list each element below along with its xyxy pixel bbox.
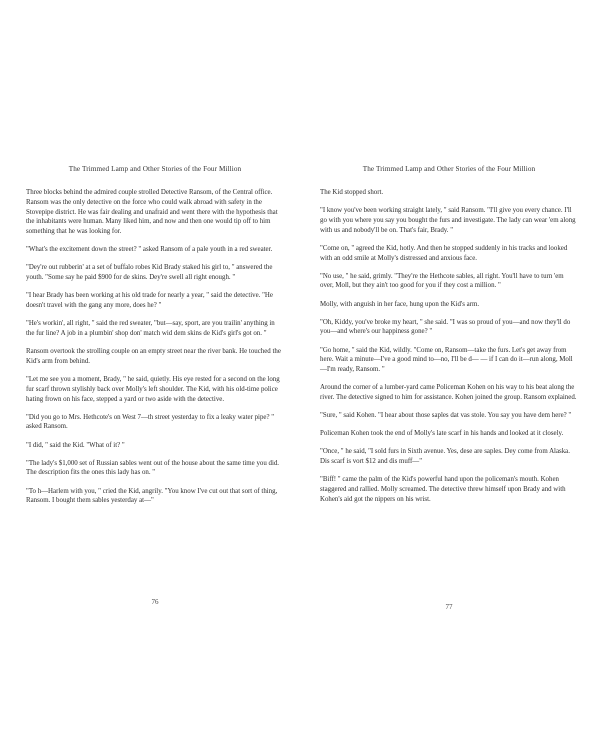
running-head: The Trimmed Lamp and Other Stories of the Four Million [362, 165, 536, 173]
paragraph: "Come on, " agreed the Kid, hotly. And then he stopped suddenly in his tracks and looked with an odd smile at Molly's distressed and anxious face. [320, 244, 568, 262]
paragraph: "Let me see you a moment, Brady, " he said, quietly. His eye rested for a second on the long fur scarf thrown stylishly back over Molly's left shoulder. The Kid, with his old-time police hating frown on his face, stepped a yard or two aside with the detective. [26, 375, 280, 403]
paragraph: Ransom overtook the strolling couple on an empty street near the river bank. He touched the Kid's arm from behind. [26, 348, 281, 365]
paragraph: "Biff! " came the palm of the Kid's powerful hand upon the policeman's mouth. Kohen staggered and rallied. Molly screamed. The detective threw himself upon Brady and with Kohen's aid got the nippers on his wrist. [320, 476, 566, 503]
paragraph: Around the corner of a lumber-yard came Policeman Kohen on his way to his beat along the river. The detective signed to him for assistance. Kohen joined the group. Ransom explained. [320, 384, 577, 402]
paragraph: "Did you go to Mrs. Hethcote's on West 7—th street yesterday to fix a leaky water pipe? " asked Ransom. [26, 413, 275, 431]
paragraph: "What's the excitement down the street? " asked Ransom of a pale youth in a red sweater. [26, 246, 273, 254]
paragraph: "I hear Brady has been working at his old trade for nearly a year, " said the detective. "He doesn't travel with the gang any more, does he? " [26, 292, 273, 310]
paragraph: "I did, " said the Kid. "What of it? " [26, 441, 125, 449]
body-text [26, 188, 284, 514]
page-number: 77 [445, 603, 453, 611]
paragraph: "Dey're out rubberin' at a set of buffalo robes Kid Brady staked his girl to, " answered the youth. "Some say he paid $900 for de skins. Dey're swell all right enough. " [26, 264, 273, 282]
paragraph: The Kid stopped short. [320, 189, 384, 196]
paragraph: Molly, with anguish in her face, hung upon the Kid's arm. [320, 300, 480, 308]
paragraph: "I know you've been working straight lately, " said Ransom. "I'll give you every chance. I'll go with you where you say you bought the furs and investigate. The lady can wear 'em along with us and nobody'll be on. That's fair, Brady. " [320, 207, 576, 234]
paragraph: "Sure, " said Kohen. "I hear about those saples dat vas stole. You say you have dem here? " [320, 412, 572, 420]
right-page [320, 0, 578, 750]
paragraph: "To h—Harlem with you, " cried the Kid, angrily. "You know I've cut out that sort of thing, Ransom. I bought them sables yesterday at—" [26, 487, 278, 505]
left-page [26, 0, 284, 750]
paragraph: "No use, " he said, grimly. "They're the Hethcote sables, all right. You'll have to turn 'em over, Moll, but they ain't too good for you if they cost a million. " [320, 272, 564, 290]
paragraph: Policeman Kohen took the end of Molly's late scarf in his hands and looked at it closely. [320, 430, 564, 438]
paragraph: "Go home, " said the Kid, wildly. "Come on, Ransom—take the furs. Let's get away from here. Wait a minute—I've a good mind to—no, I'll be d— — if I can do it—run along, Moll—I'm ready, Ransom. " [320, 346, 573, 374]
paragraph: "Once, " he said, "I sold furs in Sixth avenue. Yes, dese are saples. Dey come from Alaska. Dis scarf is vort $12 and dis muff—" [320, 448, 570, 466]
page-number: 76 [151, 598, 159, 606]
paragraph: "The lady's $1,000 set of Russian sables went out of the house about the same time you did. The description fits the ones this lady has on. " [26, 459, 280, 477]
paragraph: "Oh, Kiddy, you've broke my heart, " she said. "I was so proud of you—and now they'll do you—and where's our happiness gone? " [320, 318, 571, 336]
paragraph: "He's workin', all right, " said the red sweater, "but—say, sport, are you trailin' anything in the fur line? A job in a plumbin' shop don' match wid dem skins de Kid's girl's got on. " [26, 320, 275, 337]
body-text [320, 188, 578, 513]
paragraph: Three blocks behind the admired couple strolled Detective Ransom, of the Central office. Ransom was the only detective on the force who could walk abroad with safety in the Stovepipe district. He was fair dealing and unafraid and went there with the hypothesis that the inhabitants were human. Many liked him, and now and then one would tip off to him something that he was looking for. [26, 189, 278, 236]
running-head: The Trimmed Lamp and Other Stories of the Four Million [68, 165, 242, 173]
